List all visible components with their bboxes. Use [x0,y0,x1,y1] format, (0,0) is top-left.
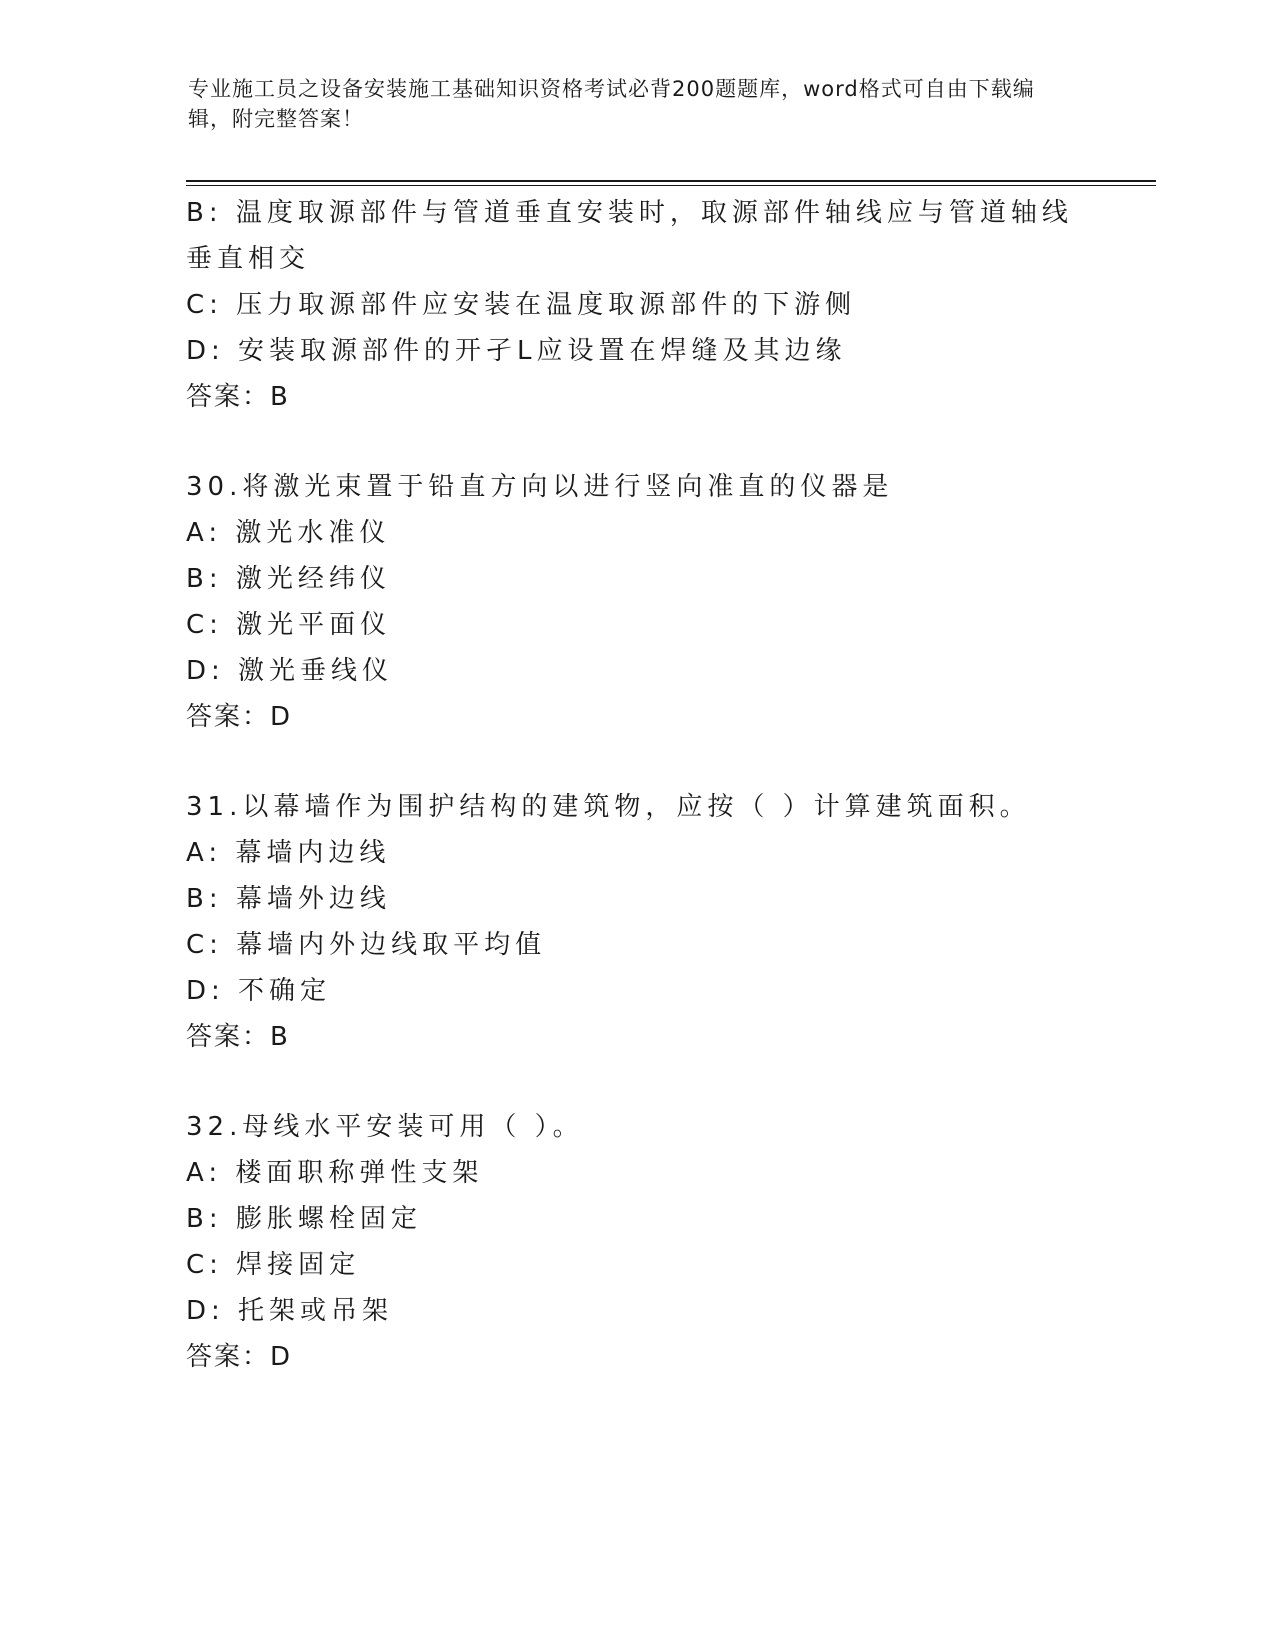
option-b: B: 温度取源部件与管道垂直安装时，取源部件轴线应与管道轴线垂直相交 [186,198,1073,274]
option-d: D: 安装取源部件的开孑L应设置在焊缝及其边缘 [186,336,847,366]
option-b: B: 幕墙外边线 [186,884,391,914]
option-b: B: 膨胀螺栓固定 [186,1204,422,1234]
option-a: A: 幕墙内边线 [186,838,391,868]
option-c: C: 压力取源部件应安装在温度取源部件的下游侧 [186,290,857,320]
answer: 答案：B [186,382,290,412]
question-text: 31.以幕墙作为围护结构的建筑物，应按（ ）计算建筑面积。 [186,792,1031,822]
document-header: 专业施工员之设备安装施工基础知识资格考试必背200题题库，word格式可自由下载编辑，附完整答案！ [188,77,1035,131]
question-block-31 [186,784,1086,1060]
option-d: D: 不确定 [186,976,332,1006]
question-block-32 [186,1104,1086,1380]
header-divider-thin [186,185,1156,186]
answer: 答案：B [186,1022,290,1052]
header-divider-thick [186,180,1156,182]
option-a: A: 楼面职称弹性支架 [186,1158,484,1188]
answer: 答案：D [186,702,293,732]
question-block-30 [186,464,1086,740]
option-d: D: 托架或吊架 [186,1296,394,1326]
option-c: C: 激光平面仪 [186,610,392,640]
question-text: 30.将激光束置于铅直方向以进行竖向准直的仪器是 [186,472,894,502]
question-list [186,190,1086,1380]
answer: 答案：D [186,1342,293,1372]
option-c: C: 焊接固定 [186,1250,361,1280]
option-d: D: 激光垂线仪 [186,656,394,686]
question-text: 32.母线水平安装可用（ ）。 [186,1112,584,1142]
option-c: C: 幕墙内外边线取平均值 [186,930,547,960]
question-block-29 [186,190,1086,420]
option-b: B: 激光经纬仪 [186,564,391,594]
option-a: A: 激光水准仪 [186,518,391,548]
